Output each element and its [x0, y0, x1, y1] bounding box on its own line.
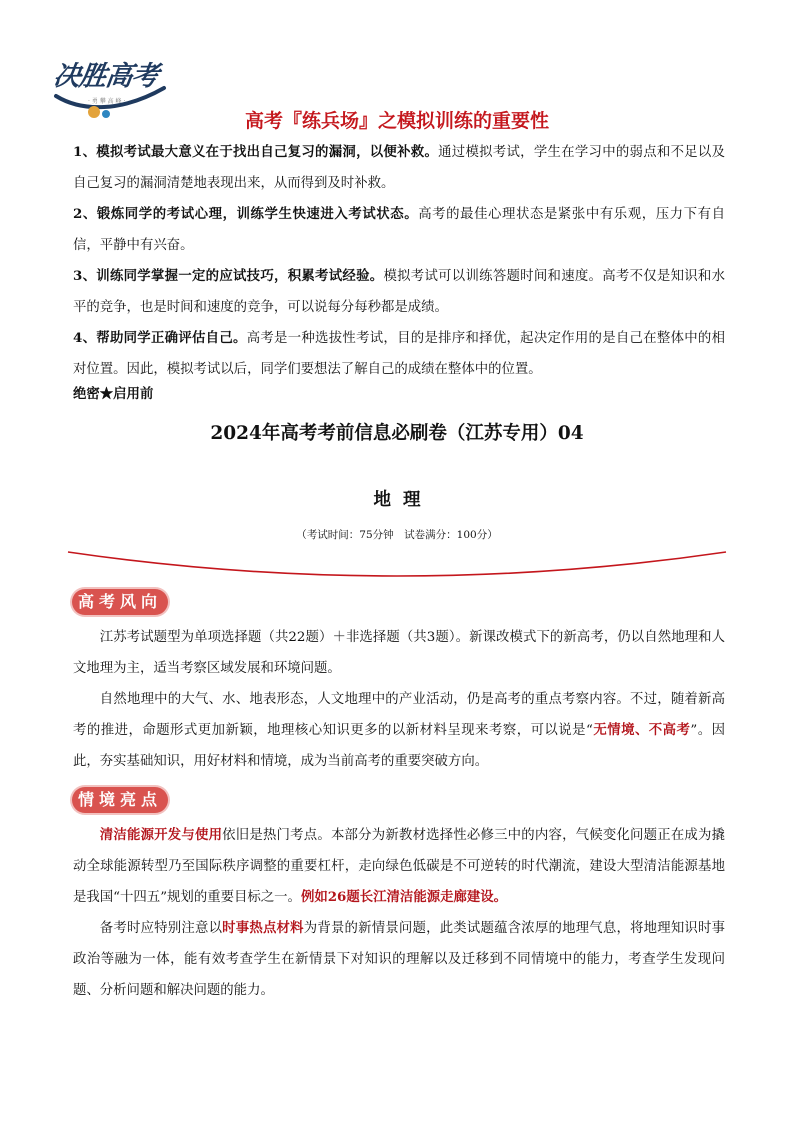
secret-label: 绝密★启用前 — [73, 386, 154, 402]
section-badge-trends: 高考风向 — [72, 589, 168, 615]
intro-item-3-text: 模拟考试可以训练答题时间和速度。高考不仅是知识和水平的竞争，也是时间和速度的竞争，可以说每分每秒都是成绩。 — [73, 269, 725, 315]
intro-item-3 — [73, 261, 725, 323]
highlights-paragraph-2 — [73, 913, 725, 1006]
highlights-p2-text-a: 备考时应特别注意以 — [99, 921, 223, 936]
intro-item-2 — [73, 199, 725, 261]
exam-title: 2024年高考考前信息必刷卷（江苏专用）04 — [210, 423, 584, 444]
intro-item-1 — [73, 137, 725, 199]
intro-item-2-bold: 2、锻炼同学的考试心理，训练学生快速进入考试状态。 — [73, 206, 419, 222]
intro-item-4-bold: 4、帮助同学正确评估自己。 — [73, 330, 247, 346]
highlights-p2-text-b: 为背景的新情景问题，此类试题蕴含浓厚的地理气息，将地理知识时事政治等融为一体，能有效考查学生在新情景下对知识的理解以及迁移到不同情境中的能力，考查学生发现问题、分析问题和解决问题的能力。 — [73, 921, 726, 998]
trends-p2-text-b: ”。因此，夯实基础知识，用好材料和情境，成为当前高考的重要突破方向。 — [73, 723, 725, 769]
trends-p2-text-a: 自然地理中的大气、水、地表形态，人文地理中的产业活动，仍是高考的重点考察内容。不过，随着新高考的推进，命题形式更加新颖，地理核心知识更多的以新材料呈现来考察，可以说是“ — [73, 692, 725, 738]
highlights-paragraph-1 — [73, 820, 725, 913]
highlights-p1-example: 例如26题长江清洁能源走廊建设。 — [300, 889, 508, 905]
logo-text: 决胜高考 — [51, 61, 160, 92]
trends-paragraph-2 — [73, 684, 725, 777]
intro-item-1-bold: 1、模拟考试最大意义在于找出自己复习的漏洞，以便补救。 — [73, 144, 439, 160]
intro-item-1-text: 通过模拟考试，学生在学习中的弱点和不足以及自己复习的漏洞清楚地表现出来，从而得到及时补救。 — [73, 145, 725, 191]
main-title: 高考『练兵场』之模拟训练的重要性 — [244, 110, 549, 132]
trends-paragraph-1: 江苏考试题型为单项选择题（共22题）＋非选择题（共3题）。新课改模式下的新高考，仍以自然地理和人文地理为主，适当考察区域发展和环境问题。 — [73, 630, 725, 676]
decorative-curve — [66, 548, 728, 578]
highlights-p1-highlight: 清洁能源开发与使用 — [99, 827, 223, 843]
section-highlights — [73, 820, 725, 1006]
intro-item-4-text: 高考是一种选拔性考试，目的是排序和择优，起决定作用的是自己在整体中的相对位置。因此，模拟考试以后，同学们要想法了解自己的成绩在整体中的位置。 — [73, 331, 725, 377]
section-trends — [73, 622, 725, 777]
intro-item-3-bold: 3、训练同学掌握一定的应试技巧，积累考试经验。 — [73, 268, 384, 284]
intro-item-4 — [73, 323, 725, 385]
exam-time-info: （考试时间：75分钟 试卷满分：100分） — [296, 529, 498, 541]
trends-p2-highlight: 无情境、不高考 — [592, 722, 691, 738]
intro-list — [73, 137, 725, 385]
subject-title: 地理 — [373, 490, 433, 510]
highlights-p1-text: 依旧是热门考点。本部分为新教材选择性必修三中的内容，气候变化问题正在成为撬动全球能源转型乃至国际秩序调整的重要杠杆，走向绿色低碳是不可逆转的时代潮流，建设大型清洁能源基地是我国“十四五”规划的重要目标之一。 — [73, 828, 726, 905]
highlights-p2-highlight: 时事热点材料 — [222, 920, 304, 936]
logo-tagline: · 勇 攀 高 峰 · — [88, 98, 126, 105]
intro-item-2-text: 高考的最佳心理状态是紧张中有乐观，压力下有自信，平静中有兴奋。 — [73, 207, 725, 253]
section-badge-highlights: 情境亮点 — [72, 787, 168, 813]
